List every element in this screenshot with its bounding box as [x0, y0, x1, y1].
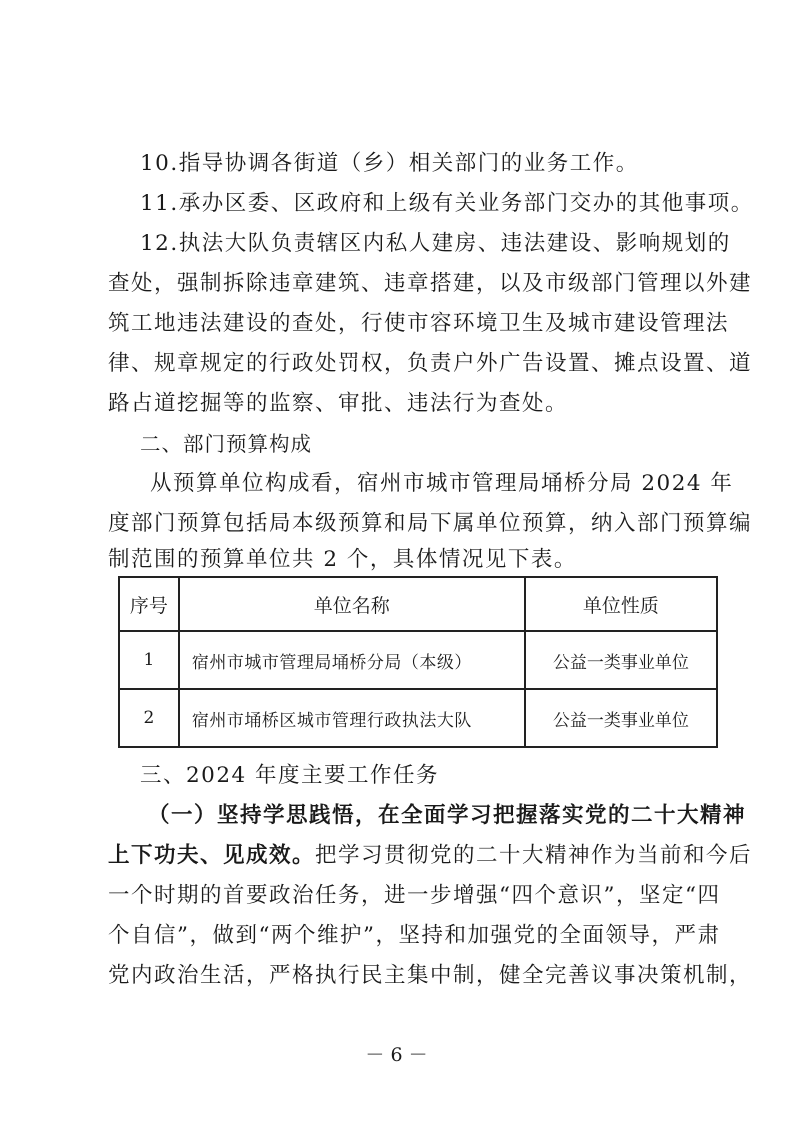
- paragraph-item-12-line1: 12.执法大队负责辖区内私人建房、违法建设、影响规划的: [140, 231, 731, 256]
- budget-units-table: [118, 576, 718, 748]
- table-row: [119, 689, 717, 747]
- table-header-row: [119, 577, 717, 631]
- section-3-body-line1: 一个时期的首要政治任务，进一步增强“四个意识”，坚定“四: [108, 883, 721, 908]
- table-cell-index: 1: [119, 631, 179, 689]
- section-2-body-line2: 度部门预算包括局本级预算和局下属单位预算，纳入部门预算编: [108, 511, 753, 536]
- table-cell-index: 2: [119, 689, 179, 747]
- section-3-body-line3: 党内政治生活，严格执行民主集中制，健全完善议事决策机制，: [108, 963, 753, 988]
- page-number: － 6 －: [365, 1044, 428, 1066]
- table-header-index: 序号: [119, 577, 179, 631]
- section-3-heading: 三、2024 年度主要工作任务: [140, 763, 440, 788]
- paragraph-item-11: 11.承办区委、区政府和上级有关业务部门交办的其他事项。: [140, 191, 754, 216]
- paragraph-item-12-line3: 筑工地违法建设的查处，行使市容环境卫生及城市建设管理法: [108, 311, 730, 336]
- section-3-subheading-line1: （一）坚持学思践悟，在全面学习把握落实党的二十大精神: [148, 803, 747, 828]
- section-2-heading: 二、部门预算构成: [140, 432, 312, 456]
- paragraph-item-12-line5: 路占道挖掘等的监察、审批、违法行为查处。: [108, 391, 569, 416]
- table-cell-unit-type: 公益一类事业单位: [525, 631, 717, 689]
- paragraph-item-10: 10.指导协调各街道（乡）相关部门的业务工作。: [140, 151, 639, 176]
- table-cell-unit-type: 公益一类事业单位: [525, 689, 717, 747]
- section-2-body-line3: 制范围的预算单位共 2 个，具体情况见下表。: [108, 547, 577, 572]
- paragraph-item-12-line2: 查处，强制拆除违章建筑、违章搭建，以及市级部门管理以外建: [108, 271, 753, 296]
- section-3-subheading-bold-tail: 上下功夫、见成效。: [108, 843, 316, 868]
- table-cell-unit-name: 宿州市埇桥区城市管理行政执法大队: [179, 689, 525, 747]
- table-row: [119, 631, 717, 689]
- section-3-body-line2: 个自信”，做到“两个维护”，坚持和加强党的全面领导，严肃: [108, 923, 721, 948]
- table-header-unit-type: 单位性质: [525, 577, 717, 631]
- table-header-unit-name: 单位名称: [179, 577, 525, 631]
- section-2-body-line1: 从预算单位构成看，宿州市城市管理局埇桥分局 2024 年: [150, 471, 734, 496]
- table-cell-unit-name: 宿州市城市管理局埇桥分局（本级）: [179, 631, 525, 689]
- section-3-body-start: 把学习贯彻党的二十大精神作为当前和今后: [315, 843, 753, 868]
- section-3-subheading-line2: [108, 836, 752, 876]
- paragraph-item-12-line4: 律、规章规定的行政处罚权，负责户外广告设置、摊点设置、道: [108, 351, 753, 376]
